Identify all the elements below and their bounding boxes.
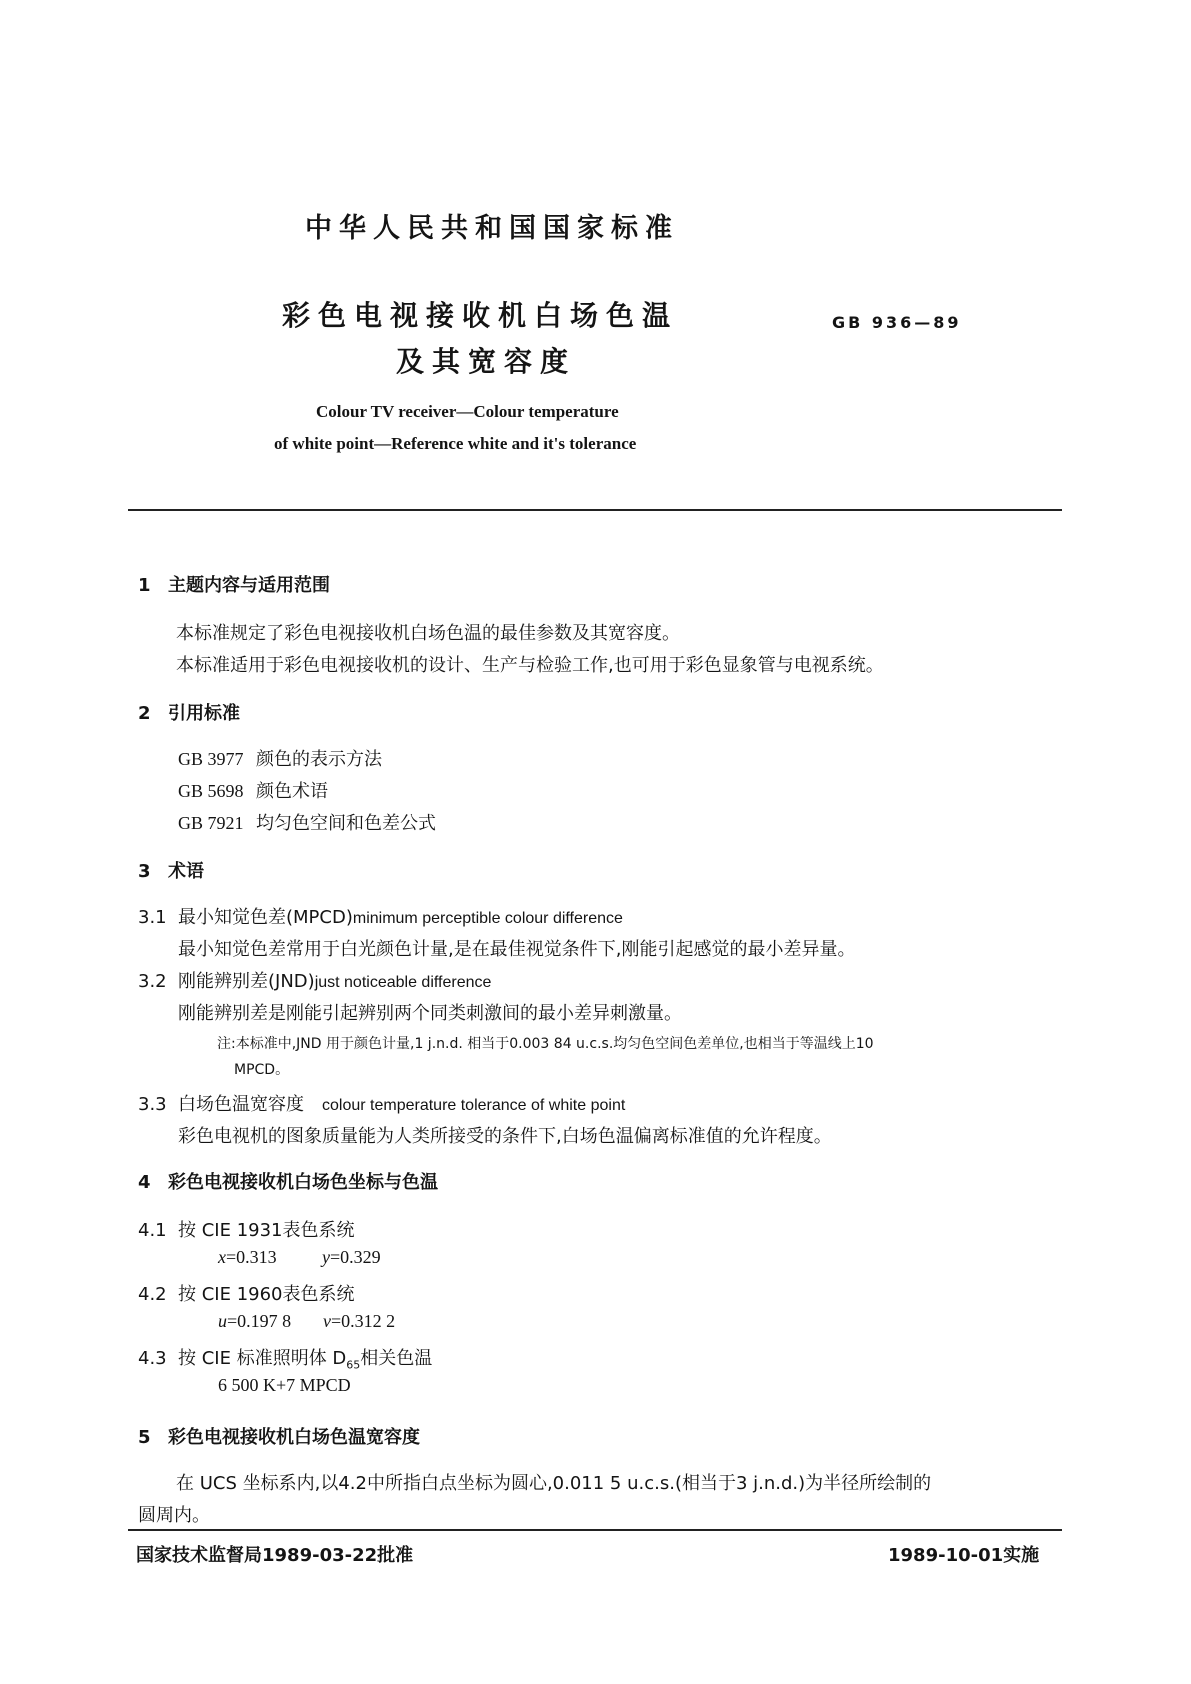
section-title: 术语 xyxy=(168,861,204,882)
reference-title: 颜色术语 xyxy=(256,781,328,802)
section-1-paragraph-1: 本标准规定了彩色电视接收机白场色温的最佳参数及其宽容度。 xyxy=(176,623,680,644)
clause-text: 按 CIE 标准照明体 D xyxy=(178,1348,347,1369)
term-3-2-definition: 刚能辨别差是刚能引起辨别两个同类刺激间的最小差异刺激量。 xyxy=(178,1003,682,1024)
x-label: x xyxy=(218,1247,226,1267)
clause-number: 3.2 xyxy=(138,971,167,992)
clause-text-end: 相关色温 xyxy=(360,1348,433,1369)
english-title-line2: of white point—Reference white and it's tolerance xyxy=(274,434,637,453)
cie1931-coordinates xyxy=(218,1247,381,1268)
term-3-2-heading xyxy=(138,967,491,993)
clause-4-2 xyxy=(138,1280,355,1306)
clause-text: 按 CIE 1960表色系统 xyxy=(178,1284,355,1305)
section-number: 3 xyxy=(138,861,151,882)
reference-title: 颜色的表示方法 xyxy=(256,749,382,770)
reference-item xyxy=(178,809,436,835)
clause-number: 4.1 xyxy=(138,1220,167,1241)
reference-code: GB 3977 xyxy=(178,749,244,769)
standard-title: 中华人民共和国国家标准 xyxy=(305,213,679,244)
section-number: 2 xyxy=(138,703,151,724)
section-number: 5 xyxy=(138,1427,151,1448)
section-1-heading xyxy=(138,571,330,597)
section-5-paragraph-line2: 圆周内。 xyxy=(138,1505,210,1526)
section-number: 1 xyxy=(138,575,151,596)
cie1960-coordinates xyxy=(218,1311,395,1332)
section-1-paragraph-2: 本标准适用于彩色电视接收机的设计、生产与检验工作,也可用于彩色显象管与电视系统。 xyxy=(176,655,884,676)
section-5-paragraph-line1: 在 UCS 坐标系内,以4.2中所指白点坐标为圆心,0.011 5 u.c.s.(相当于3 j.n.d.)为半径所绘制的 xyxy=(176,1473,932,1494)
illuminant-subscript: 65 xyxy=(346,1358,361,1372)
clause-number: 3.1 xyxy=(138,907,167,928)
term-english: just noticeable difference xyxy=(314,974,492,991)
reference-item xyxy=(178,745,382,771)
term-english: colour temperature tolerance of white point xyxy=(322,1097,626,1114)
section-5-heading xyxy=(138,1423,420,1449)
clause-4-3 xyxy=(138,1344,432,1372)
clause-number: 3.3 xyxy=(138,1094,167,1115)
section-title: 主题内容与适用范围 xyxy=(168,575,330,596)
standard-code: GB 936—89 xyxy=(832,313,962,332)
term-3-2-note-line1: 注:本标准中,JND 用于颜色计量,1 j.n.d. 相当于0.003 84 u.c.s.均匀色空间色差单位,也相当于等温线上10 xyxy=(217,1036,874,1052)
header-divider xyxy=(128,509,1062,511)
section-4-heading xyxy=(138,1168,438,1194)
y-label: y xyxy=(322,1247,330,1267)
clause-number: 4.3 xyxy=(138,1348,167,1369)
term-3-3-definition: 彩色电视机的图象质量能为人类所接受的条件下,白场色温偏离标准值的允许程度。 xyxy=(178,1126,832,1147)
u-label: u xyxy=(218,1311,227,1331)
v-value: =0.312 2 xyxy=(331,1311,396,1331)
section-2-heading xyxy=(138,699,240,725)
v-label: v xyxy=(323,1311,331,1331)
approval-date: 国家技术监督局1989-03-22批准 xyxy=(136,1545,414,1566)
footer-divider xyxy=(128,1529,1062,1531)
english-title-line1: Colour TV receiver—Colour temperature xyxy=(316,402,619,421)
term-name: 最小知觉色差(MPCD) xyxy=(178,907,353,928)
u-value: =0.197 8 xyxy=(227,1311,292,1331)
reference-code: GB 5698 xyxy=(178,781,244,801)
reference-item xyxy=(178,777,328,803)
section-title: 引用标准 xyxy=(168,703,240,724)
document-title-line1: 彩色电视接收机白场色温 xyxy=(282,299,679,332)
y-value: =0.329 xyxy=(330,1247,381,1267)
section-title: 彩色电视接收机白场色温宽容度 xyxy=(168,1427,420,1448)
section-title: 彩色电视接收机白场色坐标与色温 xyxy=(168,1172,438,1193)
document-title-line2: 及其宽容度 xyxy=(396,345,577,378)
effective-date: 1989-10-01实施 xyxy=(888,1545,1040,1566)
clause-4-1 xyxy=(138,1216,355,1242)
term-3-3-heading xyxy=(138,1090,625,1116)
reference-code: GB 7921 xyxy=(178,813,244,833)
clause-number: 4.2 xyxy=(138,1284,167,1305)
section-3-heading xyxy=(138,857,204,883)
clause-text: 按 CIE 1931表色系统 xyxy=(178,1220,355,1241)
term-3-2-note-line2: MPCD。 xyxy=(234,1062,290,1078)
section-number: 4 xyxy=(138,1172,151,1193)
reference-title: 均匀色空间和色差公式 xyxy=(256,813,436,834)
colour-temperature-value: 6 500 K+7 MPCD xyxy=(218,1375,351,1395)
term-name: 白场色温宽容度 xyxy=(178,1094,304,1115)
x-value: =0.313 xyxy=(226,1247,277,1267)
term-name: 刚能辨别差(JND) xyxy=(178,971,315,992)
term-3-1-definition: 最小知觉色差常用于白光颜色计量,是在最佳视觉条件下,刚能引起感觉的最小差异量。 xyxy=(178,939,856,960)
term-3-1-heading xyxy=(138,903,623,929)
term-english: minimum perceptible colour difference xyxy=(352,910,623,927)
